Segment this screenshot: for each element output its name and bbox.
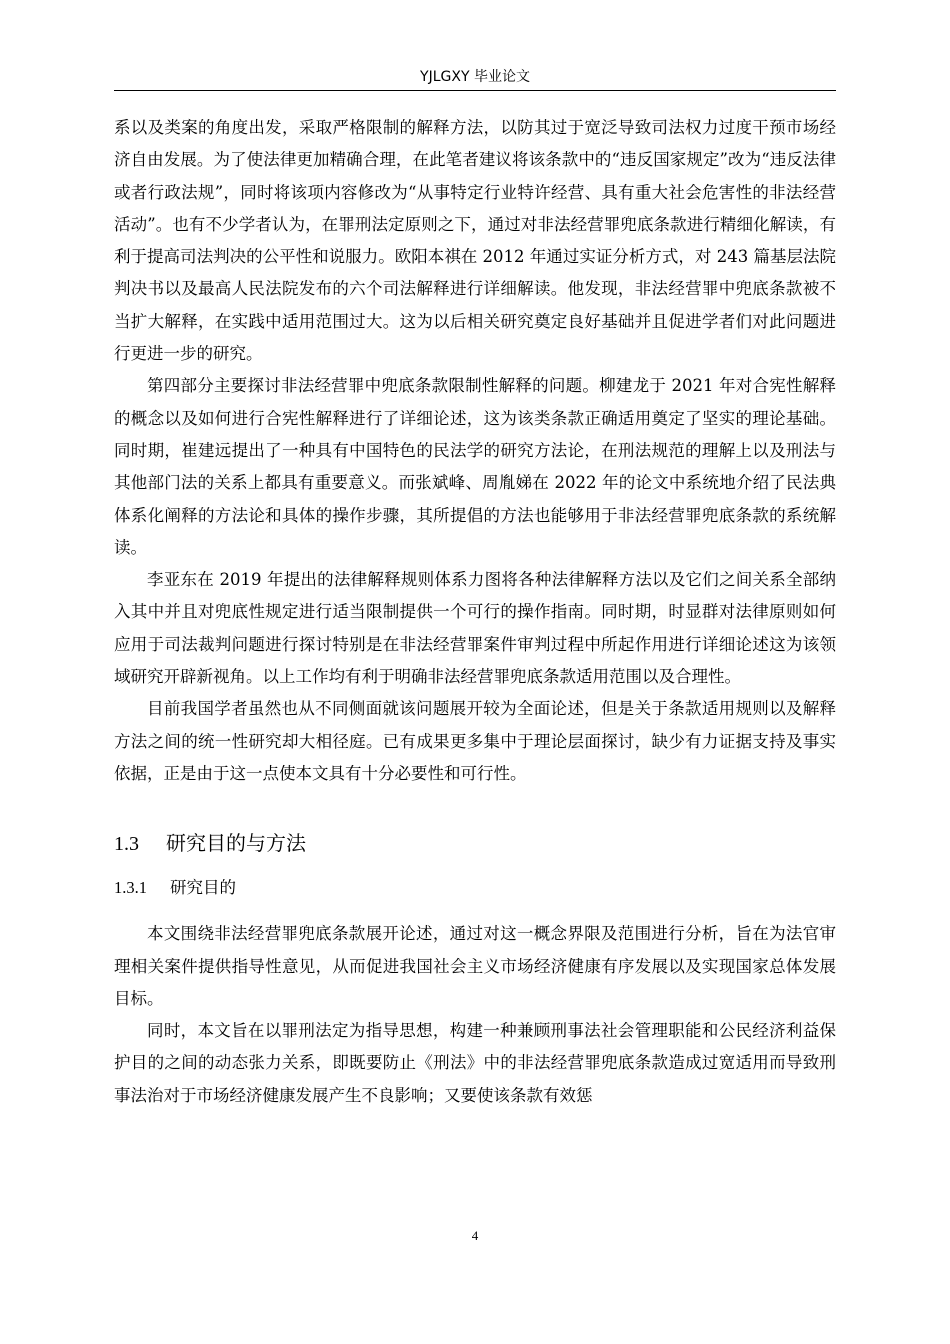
header-title: YJLGXY 毕业论文 — [420, 69, 530, 85]
paragraph: 系以及类案的角度出发，采取严格限制的解释方法，以防其过于宽泛导致司法权力过度干预市场经济自由发展。为了使法律更加精确合理，在此笔者建议将该条款中的“违反国家规定”改为“违反法律或者行政法规”，同时将该项内容修改为“从事特定行业特许经营、具有重大社会危害性的非法经营活动”。也有不少学者认为，在罪刑法定原则之下，通过对非法经营罪兜底条款进行精细化解读，有利于提高司法判决的公平性和说服力。欧阳本祺在 2012 年通过实证分析方式，对 243 篇基层法院判决书以及最高人民法院发布的六个司法解释进行详细解读。他发现，非法经营罪中兜底条款被不当扩大解释，在实践中适用范围过大。这为以后相关研究奠定良好基础并且促进学者们对此问题进行更进一步的研究。 — [114, 118, 836, 364]
section-number: 1.3 — [114, 833, 139, 856]
subsection-heading — [114, 874, 836, 918]
page-number: 4 — [471, 1228, 479, 1243]
page-header — [114, 64, 836, 91]
subsection-title: 研究目的 — [170, 878, 236, 898]
subsection-number: 1.3.1 — [114, 878, 147, 898]
paragraph: 目前我国学者虽然也从不同侧面就该问题展开较为全面论述，但是关于条款适用规则以及解释方法之间的统一性研究却大相径庭。已有成果更多集中于理论层面探讨，缺少有力证据支持及事实依据，正是由于这一点使本文具有十分必要性和可行性。 — [114, 699, 836, 783]
body-text — [114, 112, 836, 1112]
paragraph: 本文围绕非法经营罪兜底条款展开论述，通过对这一概念界限及范围进行分析，旨在为法官审理相关案件提供指导性意见，从而促进我国社会主义市场经济健康有序发展以及实现国家总体发展目标。 — [114, 924, 836, 1008]
paragraph: 同时，本文旨在以罪刑法定为指导思想，构建一种兼顾刑事法社会管理职能和公民经济利益保护目的之间的动态张力关系，即既要防止《刑法》中的非法经营罪兜底条款造成过宽适用而导致刑事法治对于市场经济健康发展产生不良影响；又要使该条款有效惩 — [114, 1021, 836, 1105]
section-heading — [114, 812, 836, 874]
section-title: 研究目的与方法 — [166, 831, 306, 856]
paragraph: 第四部分主要探讨非法经营罪中兜底条款限制性解释的问题。柳建龙于 2021 年对合宪性解释的概念以及如何进行合宪性解释进行了详细论述，这为该类条款正确适用奠定了坚实的理论基础。同时期，崔建远提出了一种具有中国特色的民法学的研究方法论，在刑法规范的理解上以及刑法与其他部门法的关系上都具有重要意义。而张斌峰、周胤娣在 2022 年的论文中系统地介绍了民法典体系化阐释的方法论和具体的操作步骤，其所提倡的方法也能够用于非法经营罪兜底条款的系统解读。 — [114, 376, 836, 557]
paragraph: 李亚东在 2019 年提出的法律解释规则体系力图将各种法律解释方法以及它们之间关系全部纳入其中并且对兜底性规定进行适当限制提供一个可行的操作指南。同时期，时显群对法律原则如何应用于司法裁判问题进行探讨特别是在非法经营罪案件审判过程中所起作用进行详细论述这为该领域研究开辟新视角。以上工作均有利于明确非法经营罪兜底条款适用范围以及合理性。 — [114, 570, 836, 687]
